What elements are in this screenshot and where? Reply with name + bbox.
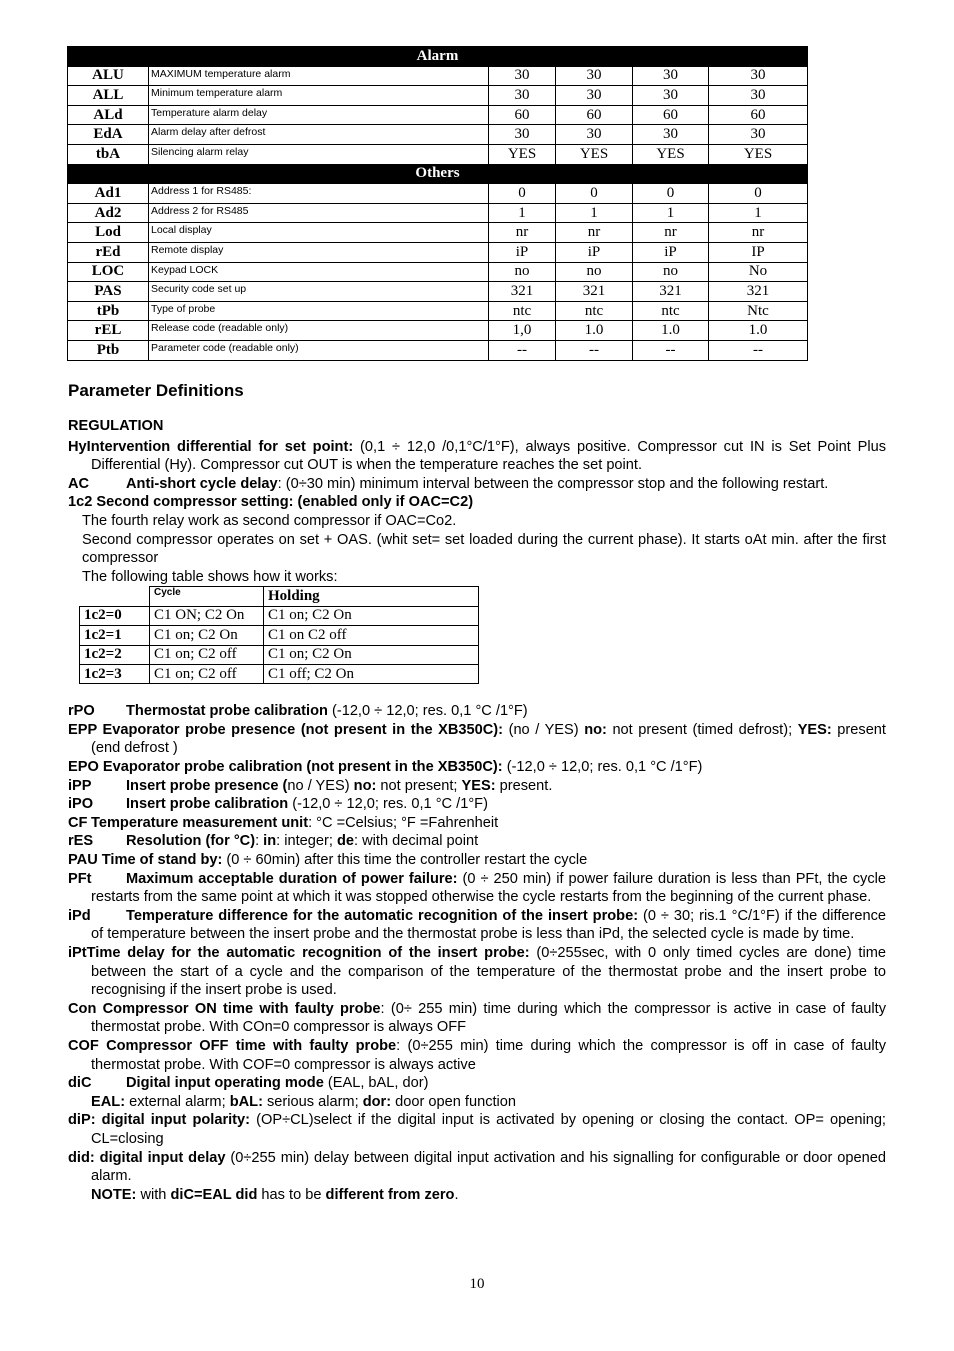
- param-value: --: [489, 340, 556, 360]
- c2-cell-code: 1c2=1: [80, 626, 150, 645]
- c2-table: [79, 586, 479, 684]
- def-ipo: iPO Insert probe calibration (-12,0 ÷ 12,0; res. 0,1 °C /1°F): [68, 796, 488, 813]
- def-pau: PAU Time of stand by: (0 ÷ 60min) after this time the controller restart the cycle: [68, 852, 588, 869]
- param-description: Address 1 for RS485:: [149, 184, 489, 204]
- others-row: [68, 242, 808, 262]
- def-ac: AC Anti-short cycle delay: (0÷30 min) minimum interval between the compressor stop and the following restart.: [68, 475, 829, 492]
- parameter-table: [67, 46, 808, 361]
- param-code: rEL: [68, 321, 149, 341]
- param-value: 60: [709, 105, 808, 125]
- c2-head-holding: Holding: [264, 587, 479, 606]
- c2-table-row: [80, 626, 479, 645]
- param-value: 30: [709, 66, 808, 86]
- param-value: --: [556, 340, 633, 360]
- param-value: No: [709, 262, 808, 282]
- page-number: 10: [469, 1276, 485, 1292]
- param-value: iP: [556, 242, 633, 262]
- param-value: 30: [556, 66, 633, 86]
- param-code: PAS: [68, 282, 149, 302]
- param-value: iP: [633, 242, 709, 262]
- param-value: nr: [556, 223, 633, 243]
- param-description: Address 2 for RS485: [149, 203, 489, 223]
- param-value: no: [633, 262, 709, 282]
- def-note: NOTE: with diC=EAL did has to be different from zero.: [91, 1186, 459, 1203]
- c2-cell-holding: C1 on; C2 On: [264, 645, 479, 664]
- param-value: --: [709, 340, 808, 360]
- def-dip: diP: digital input polarity: (OP÷CL)select if the digital input is activated by opening or closing the contact. OP= opening; CL=closing: [68, 1112, 886, 1147]
- param-value: 1: [633, 203, 709, 223]
- regulation-heading: REGULATION: [68, 418, 164, 434]
- def-epp: EPP Evaporator probe presence (not present in the XB350C): (no / YES) no: not present (timed defrost); YES: present (end defrost ): [68, 721, 886, 757]
- param-description: Silencing alarm relay: [149, 144, 489, 164]
- param-description: Parameter code (readable only): [149, 340, 489, 360]
- param-code: LOC: [68, 262, 149, 282]
- c2-cell-code: 1c2=3: [80, 664, 150, 683]
- param-value: YES: [709, 144, 808, 164]
- others-row: [68, 203, 808, 223]
- c2-heading: 1c2 Second compressor setting: (enabled only if OAC=C2): [68, 494, 474, 511]
- param-code: ALd: [68, 105, 149, 125]
- param-value: no: [489, 262, 556, 282]
- param-value: YES: [556, 144, 633, 164]
- c2-cell-cycle: C1 on; C2 off: [150, 645, 264, 664]
- c2-table-row: [80, 645, 479, 664]
- param-value: 1.0: [633, 321, 709, 341]
- param-value: 0: [489, 184, 556, 204]
- param-description: Type of probe: [149, 301, 489, 321]
- param-code: Ad2: [68, 203, 149, 223]
- param-code: tPb: [68, 301, 149, 321]
- alarm-row: [68, 86, 808, 106]
- c2-line2: Second compressor operates on set + OAS. (whit set= set loaded during the current phase). It starts oAt min. after the first compressor: [82, 531, 886, 567]
- alarm-header-row: [68, 47, 808, 67]
- def-ipp: iPP Insert probe presence (no / YES) no: not present; YES: present.: [68, 777, 553, 794]
- param-value: 30: [633, 66, 709, 86]
- alarm-header: Alarm: [68, 47, 808, 67]
- c2-table-row: [80, 664, 479, 683]
- alarm-row: [68, 66, 808, 86]
- param-description: Keypad LOCK: [149, 262, 489, 282]
- param-description: Minimum temperature alarm: [149, 86, 489, 106]
- param-value: 0: [709, 184, 808, 204]
- param-value: 321: [489, 282, 556, 302]
- param-value: YES: [633, 144, 709, 164]
- param-value: 30: [709, 86, 808, 106]
- param-description: Temperature alarm delay: [149, 105, 489, 125]
- c2-table-row: [80, 606, 479, 625]
- param-value: --: [633, 340, 709, 360]
- alarm-row: [68, 105, 808, 125]
- param-description: Release code (readable only): [149, 321, 489, 341]
- param-value: no: [556, 262, 633, 282]
- param-value: ntc: [489, 301, 556, 321]
- param-value: 1: [556, 203, 633, 223]
- def-did: did: digital input delay (0÷255 min) delay between digital input activation and his signalling for configurable or door opened alarm.: [68, 1149, 886, 1185]
- param-value: 321: [556, 282, 633, 302]
- param-value: 30: [556, 125, 633, 145]
- param-value: 30: [489, 125, 556, 145]
- c2-cell-code: 1c2=0: [80, 606, 150, 625]
- param-code: Lod: [68, 223, 149, 243]
- param-value: ntc: [633, 301, 709, 321]
- param-value: 0: [633, 184, 709, 204]
- others-row: [68, 282, 808, 302]
- def-cf: CF Temperature measurement unit: °C =Celsius; °F =Fahrenheit: [68, 814, 499, 831]
- others-row: [68, 340, 808, 360]
- param-value: 1: [489, 203, 556, 223]
- param-value: 1,0: [489, 321, 556, 341]
- param-value: 1: [709, 203, 808, 223]
- param-value: 0: [556, 184, 633, 204]
- param-value: Ntc: [709, 301, 808, 321]
- param-code: Ad1: [68, 184, 149, 204]
- param-value: 1.0: [709, 321, 808, 341]
- param-description: MAXIMUM temperature alarm: [149, 66, 489, 86]
- param-value: 321: [633, 282, 709, 302]
- c2-cell-holding: C1 on; C2 On: [264, 606, 479, 625]
- def-hy: HyIntervention differential for set point: (0,1 ÷ 12,0 /0,1°C/1°F), always positive. Compressor cut IN is Set Point Plus Differential (Hy). Compressor cut OUT is when the temperature reaches the set point.: [68, 438, 886, 474]
- c2-cell-cycle: C1 ON; C2 On: [150, 606, 264, 625]
- param-value: 30: [633, 125, 709, 145]
- def-dic-options: EAL: external alarm; bAL: serious alarm; dor: door open function: [91, 1093, 517, 1110]
- others-row: [68, 321, 808, 341]
- param-value: 30: [489, 66, 556, 86]
- def-ipt: iPtTime delay for the automatic recognition of the insert probe: (0÷255sec, with 0 only timed cycles are done) time between the start of a cycle and the comparison of the temperature of the thermostat probe and the insert probe to recognising if the insert probe is used.: [68, 945, 887, 999]
- param-value: 321: [709, 282, 808, 302]
- param-code: Ptb: [68, 340, 149, 360]
- param-value: 30: [489, 86, 556, 106]
- param-value: 30: [709, 125, 808, 145]
- param-code: rEd: [68, 242, 149, 262]
- param-value: 30: [556, 86, 633, 106]
- param-value: 1.0: [556, 321, 633, 341]
- param-description: Alarm delay after defrost: [149, 125, 489, 145]
- param-value: 30: [633, 86, 709, 106]
- others-row: [68, 184, 808, 204]
- def-dic: diC Digital input operating mode (EAL, bAL, dor): [68, 1075, 429, 1092]
- c2-line3: The following table shows how it works:: [82, 568, 338, 585]
- section-title: Parameter Definitions: [68, 381, 244, 400]
- param-value: ntc: [556, 301, 633, 321]
- param-value: nr: [709, 223, 808, 243]
- param-code: tbA: [68, 144, 149, 164]
- def-con: Con Compressor ON time with faulty probe: (0÷ 255 min) time during which the compressor is active in case of faulty thermostat probe. With COn=0 compressor is always OFF: [68, 1000, 887, 1036]
- alarm-row: [68, 125, 808, 145]
- param-code: ALU: [68, 66, 149, 86]
- c2-cell-cycle: C1 on; C2 off: [150, 664, 264, 683]
- others-header-row: [68, 164, 808, 184]
- others-row: [68, 301, 808, 321]
- param-value: 60: [556, 105, 633, 125]
- others-row: [68, 262, 808, 282]
- param-value: iP: [489, 242, 556, 262]
- c2-table-header: [80, 587, 479, 606]
- param-code: EdA: [68, 125, 149, 145]
- param-value: IP: [709, 242, 808, 262]
- param-value: YES: [489, 144, 556, 164]
- c2-cell-cycle: C1 on; C2 On: [150, 626, 264, 645]
- param-value: nr: [489, 223, 556, 243]
- c2-head-cycle: Cycle: [150, 587, 264, 606]
- c2-cell-holding: C1 on C2 off: [264, 626, 479, 645]
- others-row: [68, 223, 808, 243]
- param-value: 60: [633, 105, 709, 125]
- def-ipd: iPd Temperature difference for the automatic recognition of the insert probe: (0 ÷ 30; ris.1 °C/1°F) if the difference of temperature between the insert probe and the thermostat probe is less than iPd, the selected cycle is made by time.: [68, 907, 886, 943]
- c2-cell-code: 1c2=2: [80, 645, 150, 664]
- param-description: Security code set up: [149, 282, 489, 302]
- definitions-content: [68, 417, 886, 1204]
- others-header: Others: [68, 164, 808, 184]
- c2-line1: The fourth relay work as second compressor if OAC=Co2.: [82, 512, 457, 529]
- c2-cell-holding: C1 off; C2 On: [264, 664, 479, 683]
- def-cof: COF Compressor OFF time with faulty probe: (0÷255 min) time during which the compressor is off in case of faulty thermostat probe. With COF=0 compressor is always active: [68, 1037, 886, 1073]
- param-value: nr: [633, 223, 709, 243]
- def-rpo: rPO Thermostat probe calibration (-12,0 ÷ 12,0; res. 0,1 °C /1°F): [68, 703, 528, 720]
- def-res: rES Resolution (for °C): in: integer; de: with decimal point: [68, 833, 479, 850]
- def-epo: EPO Evaporator probe calibration (not present in the XB350C): (-12,0 ÷ 12,0; res. 0,1 °C /1°F): [68, 759, 703, 776]
- param-description: Remote display: [149, 242, 489, 262]
- param-description: Local display: [149, 223, 489, 243]
- alarm-row: [68, 144, 808, 164]
- param-value: 60: [489, 105, 556, 125]
- def-pft: PFt Maximum acceptable duration of power failure: (0 ÷ 250 min) if power failure duration is less than PFt, the cycle restarts from the same point at which it was stopped otherwise the cycle restarts from the beginning of the current phase.: [68, 870, 886, 906]
- param-code: ALL: [68, 86, 149, 106]
